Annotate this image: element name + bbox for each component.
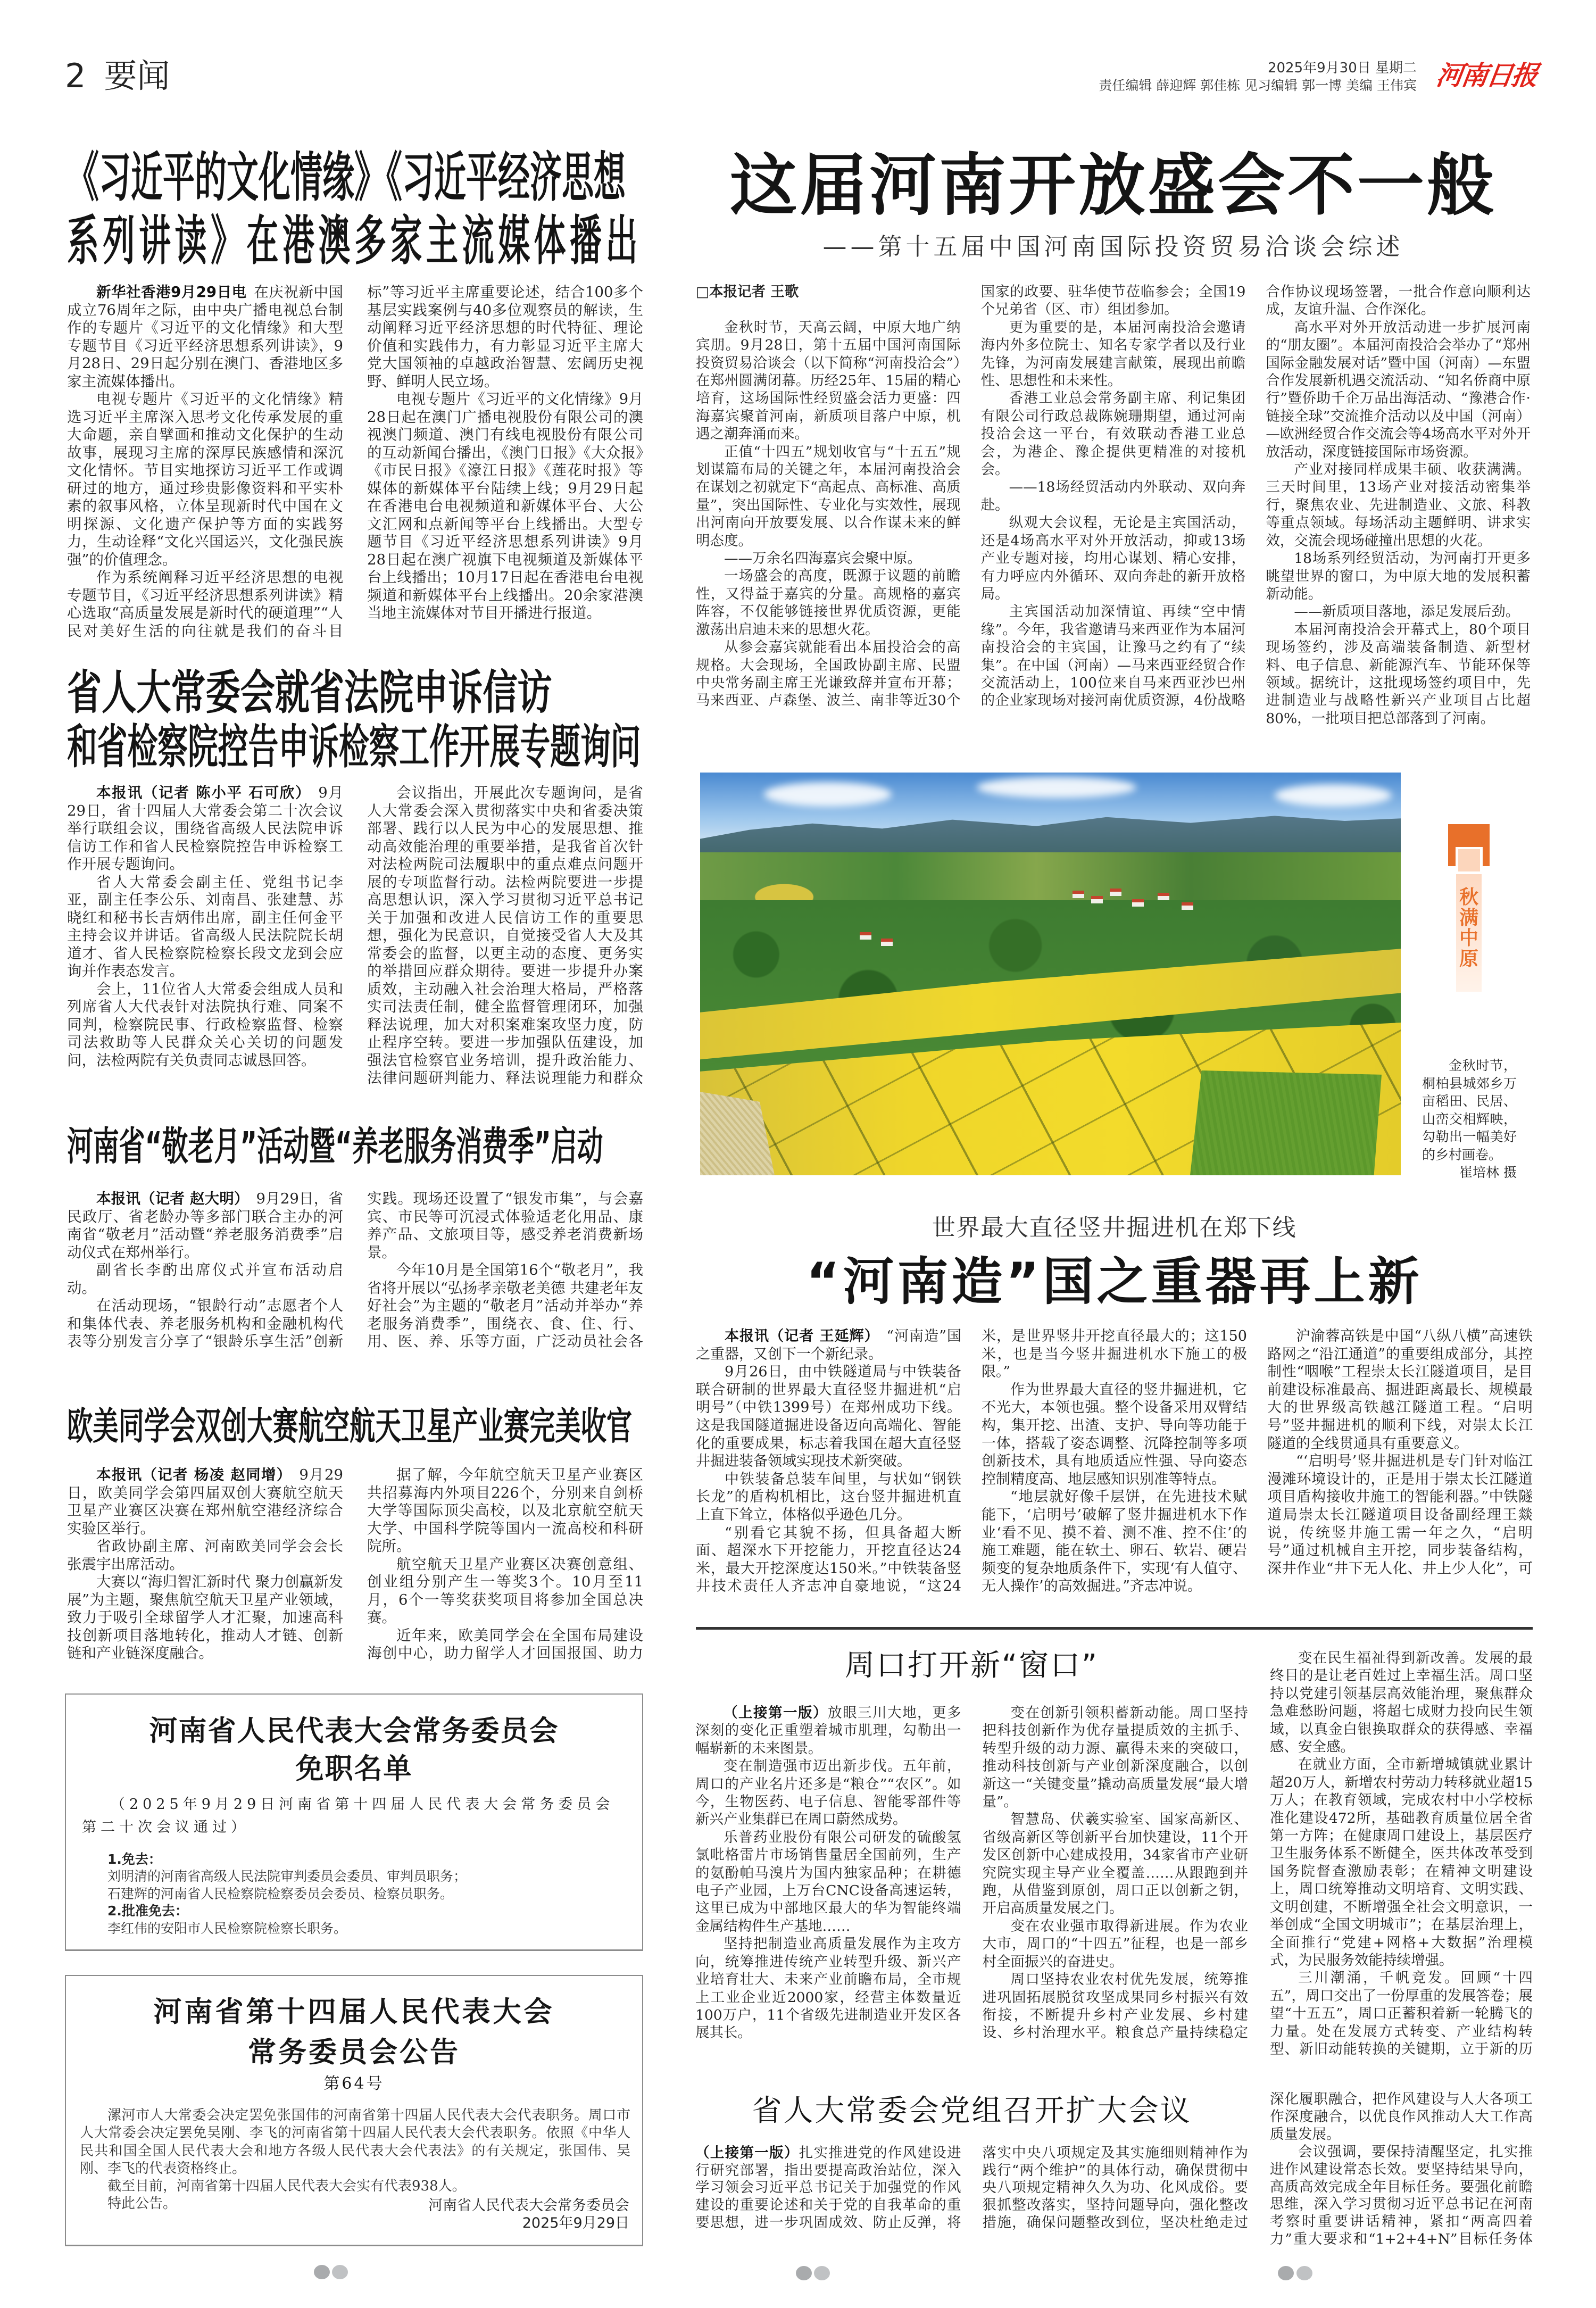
photo-village-house — [881, 939, 893, 946]
dateline: 新华社香港9月29日电 — [96, 284, 247, 301]
paragraph: 电视专题片《习近平的文化情缘》精选习近平主席深入思考文化传承发展的重大命题，亲自擘画和推动文化保护的生动故事，展现习主席的深厚民族感情和深沉文化情怀。节目实地探访习近平工作或调研过的地方，通过珍贵影像资料和平实朴素的叙事风格，立体呈现新时代中国在文明探源、文化遗产保护等方面的实践努力，生动诠释“文化兴国运兴，文化强民族强”的价值理念。 — [67, 391, 343, 568]
article-body-continued — [1270, 2091, 1533, 2248]
headline-line: 《习近平的文化情缘》《习近平经济思想 — [67, 146, 626, 209]
paragraph: 作为系统阐释习近平经济思想的电视专题节目，《习近平经济思想系列讲读》精心选取“高质量发展是新时代的硬道理”“人民对美好生活的向往就是我们的奋斗目标”等习近平主席重要论述，结合100多个基层实践案例与40多位观察员的解读，生动阐释习近平经济思想的时代特征、理论价值和实践伟力，有力彰显习近平主席大党大国领袖的卓越政治智慧、宏阔历史视野、鲜明人民立场。 — [67, 284, 643, 640]
paragraph: 近年来，欧美同学会在全国布局建设海创中心，助力留学人才回国报国、助力 — [367, 1626, 643, 1662]
paragraph: 变在民生福祉得到新改善。发展的最终目的是让老百姓过上幸福生活。周口坚持以党建引领基层高效能治理，聚焦群众急难愁盼问题，将超七成财力投向民生领域，以真金白银换取群众的获得感、幸福感、安全感。 — [1270, 1650, 1533, 1756]
list-item: 李红伟的安阳市人民检察院检察长职务。 — [107, 1920, 347, 1936]
paragraph: 乐普药业股份有限公司研发的硫酸氢氯吡格雷片市场销售量居全国前列，生产的氨酚帕马溴片为国内独家品种；在耕德电子产业园，上万台CNC设备高速运转，这里已成为中部地区最大的华为智能终端金属结构件生产基地…… — [695, 1829, 961, 1935]
paragraph-text: 9月29日，省民政厅、省老龄办等多部门联合主办的河南省“敬老月”活动暨“养老服务消费季”启动仪式在郑州举行。 — [67, 1190, 343, 1261]
editors-credit: 责任编辑 薛迎辉 郭佳栋 见习编辑 郭一博 美编 王伟宾 — [1099, 78, 1417, 93]
kicker: 世界最大直径竖井掘进机在郑下线 — [932, 1214, 1297, 1241]
column-label-text: 秋满中原 — [1459, 886, 1478, 970]
lead-paragraph — [695, 2145, 1248, 2249]
headline-line: 和省检察院控告申诉检察工作开展专题询问 — [67, 719, 641, 774]
section-name: 要闻 — [104, 56, 170, 95]
paragraph: 主宾国活动加深情谊、再续“空中情缘”。今年，我省邀请马来西亚作为本届河南投洽会的主宾国，让豫马之约有了“续集”。在中国（河南）—马来西亚经贸合作交流活动上，100位来自马来西亚沙巴州的企业家现场对接河南优质资源，4份战略合作协议现场签署，一批合作意向顺利达成，友谊升温、合作深化。 — [980, 284, 1531, 709]
paragraph: 智慧岛、伏羲实验室、国家高新区、省级高新区等创新平台加快建设，11个开发区创新中心建成投用，34家省市产业研究院实现主导产业全覆盖……从跟跑到并跑，从借鉴到原创，周口正以创新之钥，开启高质量发展之门。 — [982, 1811, 1248, 1917]
harvest-landscape-photo — [700, 773, 1401, 1175]
paragraph: 截至目前，河南省第十四届人民代表大会实有代表938人。 — [107, 2178, 466, 2195]
announcement-box — [65, 1975, 643, 2246]
paragraph: 一场盛会的高度，既源于议题的前瞻性，又得益于嘉宾的分量。高规格的嘉宾阵容，不仅能够链接世界优质资源，更能激荡出启迪未来的思想火花。 — [696, 568, 961, 638]
section-divider — [696, 1627, 1533, 1630]
dismissal-list-box — [65, 1693, 643, 1951]
footer-dot-icon — [1278, 2266, 1294, 2280]
box-title-line: 免职名单 — [295, 1753, 413, 1785]
paragraph: 金秋时节，天高云阔，中原大地广纳宾朋。9月28日，第十五届中国河南国际投资贸易洽谈会（以下简称“河南投洽会”）在郑州圆满闭幕。历经25年、15届的精心培育，这场国际性经贸盛会活力更盛：四海嘉宾聚首河南，新质项目落户中原，机遇之潮奔涌而来。 — [696, 319, 961, 443]
paragraph: “地层就好像千层饼，在先进技术赋能下，‘启明号’破解了竖井掘进机水下作业‘看不见、摸不着、测不准、控不住’的施工难题，能在软土、卵石、软岩、硬岩频变的复杂地质条件下，实现‘有人值守、无人操作’的高效掘进。”齐志冲说。 — [982, 1489, 1247, 1595]
issue-date: 2025年9月30日 星期二 — [1267, 60, 1417, 76]
announcement-signature — [428, 2197, 629, 2232]
paragraph: 航空航天卫星产业赛区决赛创意组、创业组分别产生一等奖3个。10月至11月，6个一等奖获奖项目将参加全国总决赛。 — [367, 1555, 643, 1626]
paragraph: 在活动现场，“银龄行动”志愿者个人和集体代表、养老服务机构和金融机构代表等分别发言分享了“银龄乐享生活”创新实践。现场还设置了“银发市集”，与会嘉宾、市民等可沉浸式体验适老化用品、康养产品、文旅项目等，感受养老消费新场景。 — [67, 1190, 643, 1350]
lead-paragraph — [67, 284, 343, 391]
photo-village-house — [1073, 891, 1084, 898]
paragraph: 更为重要的是，本届河南投洽会邀请海内外多位院士、知名专家学者以及行业先锋，为河南发展建言献策，展现出前瞻性、思想性和未来性。 — [980, 319, 1246, 389]
paragraph: 纵观大会议程，无论是主宾国活动，还是4场高水平对外开放活动，抑或13场产业专题对接，均用心谋划、精心安排，有力呼应内外循环、双向奔赴的新开放格局。 — [980, 514, 1246, 602]
headline: 周口打开新“窗口” — [844, 1648, 1099, 1683]
paragraph: 坚持把制造业高质量发展作为主攻方向，统筹推进传统产业转型升级、新兴产业培育壮大、未来产业前瞻布局，全市规上工业企业近2000家，经营主体数量近100万户，11个省级先进制造业开发区各展其长。 — [695, 1936, 961, 2041]
headline: 省人大常委会党组召开扩大会议 — [752, 2094, 1192, 2128]
dismissal-items — [107, 1851, 467, 1937]
photo-village-house — [860, 932, 871, 940]
paragraph: 香港工业总会常务副主席、利记集团有限公司行政总裁陈婉珊期望，通过河南投洽会这一平台，有效联动香港工业总会，为港企、豫企提供更精准的对接机会。 — [980, 390, 1246, 478]
box-title-line: 河南省人民代表大会常务委员会 — [149, 1715, 559, 1747]
photo-cloud — [1275, 784, 1392, 807]
photo-village-house — [1158, 893, 1169, 900]
page-section-label — [65, 56, 170, 95]
paragraph: 高水平对外开放活动进一步扩展河南的“朋友圈”。本届河南投洽会举办了“郑州国际金融发展对话”暨中国（河南）—东盟合作发展新机遇交流活动、“知名侨商中原行”暨侨助千企万品出海活动、“豫港合作·链接全球”交流推介活动以及中国（河南）—欧洲经贸合作交流会等4场高水平对外开放活动，深度链接国际市场资源。 — [1266, 319, 1531, 460]
column-label-square — [1458, 849, 1480, 871]
paragraph: 9月26日，由中铁隧道局与中铁装备联合研制的世界最大直径竖井掘进机“启明号”（中铁1399号）在郑州成功下线。这是我国隧道掘进设备迈向高端化、智能化的重要成果，标志着我国在超大直径竖井掘进装备领域实现技术新突破。 — [696, 1364, 961, 1470]
lead-paragraph — [67, 784, 343, 874]
paragraph: 特此公告。 — [107, 2196, 177, 2212]
paragraph: 正值“十四五”规划收官与“十五五”规划谋篇布局的关键之年，本届河南投洽会在谋划之初就定下“高起点、高标准、高质量”，突出国际性、专业化与实效性，展现出河南向开放要发展、以合作谋未来的鲜明态度。 — [696, 443, 961, 549]
paragraph: 三川潮涌，千帆竞发。回顾“十四五”，周口交出了一份厚重的发展答卷；展望“十五五”，周口正蓄积着新一轮腾飞的力量。处在发展方式转变、产业结构转型、新旧动能转换的关键期，立于新的历 — [1270, 1970, 1533, 2057]
article-body — [696, 1327, 1533, 1596]
headline: 河南省“敬老月”活动暨“养老服务消费季”启动 — [67, 1124, 603, 1169]
issue-date: 2025年9月29日 — [522, 2215, 629, 2231]
photo-credit: 崔培林 摄 — [1459, 1165, 1517, 1180]
paragraph-text: 9月29日，欧美同学会第四届双创大赛航空航天卫星产业赛区决赛在郑州航空港经济综合实验区举行。 — [67, 1466, 343, 1537]
lead-subtitle: ——第十五届中国河南国际投资贸易洽谈会综述 — [822, 233, 1404, 261]
paragraph-text: 在庆祝新中国成立76周年之际，由中央广播电视总台制作的专题片《习近平的文化情缘》和大型专题节目《习近平经济思想系列讲读》，9月28日、29日起分别在澳门、香港地区多家主流媒体播出。 — [67, 284, 344, 390]
paragraph: 沪渝蓉高铁是中国“八纵八横”高速铁路网之“沿江通道”的重要组成部分，其控制性“咽喉”工程崇太长江隧道项目，是目前建设标准最高、掘进距离最长、规模最大的世界级高铁越江隧道工程。“启明号”竖井掘进机的顺利下线，对崇太长江隧道的全线贯通具有重要意义。 — [1267, 1328, 1533, 1452]
paragraph-text: “河南造”国之重器，又创下一个新纪录。 — [696, 1328, 961, 1363]
paragraph: “别看它其貌不扬，但具备超大断面、超深水下开挖能力，开挖直径达24米，最大开挖深度达150米。”中铁装备竖井技术责任人齐志冲自豪地说，“这24米，是世界竖井开挖直径最大的；这150米，也是当今竖井掘进机水下施工的极限。” — [696, 1328, 1247, 1595]
article-body — [67, 284, 643, 641]
paragraph: 变在制造强市迈出新步伐。五年前，周口的产业名片还多是“粮仓”“农区”。如今，生物医药、电子信息、智能零部件等新兴产业集群已在周口蔚然成势。 — [695, 1758, 961, 1828]
footer-dot-icon — [314, 2265, 330, 2279]
announcement-number: 第64号 — [323, 2074, 385, 2093]
paragraph: 副省长李酌出席仪式并宣布活动启动。 — [67, 1261, 343, 1297]
article-body — [695, 1704, 1248, 2060]
newspaper-masthead-logo: 河南日报 — [1434, 60, 1539, 91]
paragraph: 省政协副主席、河南欧美同学会会长张震宇出席活动。 — [67, 1538, 343, 1573]
lead-paragraph — [695, 1704, 961, 1757]
box-title-line: 常务委员会公告 — [248, 2036, 460, 2069]
article-body — [67, 784, 643, 1087]
paragraph: 会上，11位省人大常委会组成人员和列席省人大代表针对法院执行难、同案不同判，检察院民事、行政检察监督、检察司法救助等人民群众关心关切的问题发问，法检两院有关负责同志诚恳回答。 — [67, 980, 343, 1069]
paragraph: 漯河市人大常委会决定罢免张国伟的河南省第十四届人民代表大会代表职务。周口市人大常委会决定罢免吴刚、李飞的河南省第十四届人民代表大会代表职务。依照《中华人民共和国全国人民代表大会和地方各级人民代表大会代表法》的有关规定，张国伟、吴刚、李飞的代表资格终止。 — [80, 2107, 630, 2177]
article-body-continued — [1270, 1649, 1533, 2058]
paragraph: 从参会嘉宾就能看出本届投洽会的高规格。大会现场，全国政协副主席、民盟中央常务副主席王光谦致辞并宣布开幕；马来西亚、卢森堡、波兰、南非等近30个国家的政要、驻华使节莅临参会；全国19个兄弟省（区、市）组团参加。 — [696, 284, 1246, 709]
continued-from: （上接第一版） — [695, 2145, 799, 2161]
list-item: 石建辉的河南省人民检察院检察委员会委员、检察员职务。 — [107, 1886, 454, 1902]
paragraph: 18场系列经贸活动，为河南打开更多眺望世界的窗口，为中原大地的发展积蓄新动能。 — [1266, 550, 1531, 602]
list-heading: 2.批准免去： — [107, 1903, 188, 1919]
paragraph: “‘启明号’竖井掘进机是专门针对临江漫滩环境设计的，正是用于崇太长江隧道项目盾构接收井施工的智能利器。”中铁隧道局崇太长江隧道项目设备副经理王燚说，传统竖井施工需一年之久，“启明号”通过机械自主开挖，同步装备结构，深井作业“井下无人化、井上少人化”，可 — [1267, 1453, 1533, 1577]
adoption-note: （2025年9月29日河南省第十四届人民代表大会常务委员会第二十次会议通过） — [82, 1796, 614, 1836]
lead-paragraph — [696, 1327, 961, 1363]
article-body — [695, 2145, 1248, 2249]
list-item: 刘明清的河南省高级人民法院审判委员会委员、审判员职务； — [107, 1869, 467, 1884]
paragraph: 产业对接同样成果丰硕、收获满满。三天时间里，13场产业对接活动密集举行，聚焦农业、先进制造业、文旅、科教等重点领域。每场活动主题鲜明、讲求实效，交流会现场碰撞出思想的火花。 — [1266, 461, 1531, 549]
lead-paragraph — [67, 1466, 343, 1538]
footer-dot-icon — [814, 2266, 830, 2280]
paragraph: 变在创新引领积蓄新动能。周口坚持把科技创新作为优存量提质效的主抓手、转型升级的动力源、赢得未来的突破口，推动科技创新与产业创新深度融合，以创新这一“关键变量”撬动高质量发展“最大增量”。 — [982, 1705, 1248, 1811]
lead-paragraph — [67, 1190, 343, 1261]
paragraph: 大赛以“海归智汇新时代 聚力创赢新发展”为主题，聚焦航空航天卫星产业领域，致力于吸引全球留学人才汇聚，加速高科技创新项目落地转化，推动人才链、创新链和产业链深度融合。 — [67, 1573, 343, 1662]
photo-cloud — [977, 777, 1136, 798]
page-number: 2 — [65, 56, 86, 95]
paragraph: 今年10月是全国第16个“敬老月”，我省将开展以“弘扬孝亲敬老美德 共建老年友好社会”为主题的“敬老月”活动并举办“养老服务消费季”，围绕衣、食、住、行、用、医、养、乐等方面，广泛动员社会各 — [367, 1261, 643, 1350]
issue-info — [1099, 60, 1417, 95]
photo-village-house — [1091, 896, 1103, 903]
paragraph: 据了解，今年航空航天卫星产业赛区共招募海内外项目226个，分别来自剑桥大学等国际顶尖高校，以及北京航空航天大学、中国科学院等国内一流高校和科研院所。 — [367, 1466, 643, 1555]
paragraph: 周口坚持农业农村优先发展，统筹推进巩固拓展脱贫攻坚成果同乡村振兴有效衔接，不断提升乡村产业发展、乡村建设、乡村治理水平。粮食总产量持续稳定 — [982, 1971, 1248, 2041]
subheading: ——新质项目落地，添足发展后劲。 — [1294, 603, 1520, 620]
photo-village-house — [1110, 889, 1121, 896]
headline: 欧美同学会双创大赛航空航天卫星产业赛完美收官 — [67, 1404, 633, 1448]
paragraph-text: 9月29日，省十四届人大常委会第二十次会议举行联组会议，围绕省高级人民法院申诉信访工作和省人民检察院控告申诉检察工作开展专题询问。 — [67, 784, 344, 873]
photo-village-house — [1182, 902, 1193, 910]
footer-dot-icon — [332, 2265, 348, 2279]
paragraph: 会议强调，要保持清醒坚定，扎实推进作风建设常态长效。要坚持结果导向，高质高效完成全年目标任务。要强化前瞻思维，深入学习贯彻习近平总书记在河南考察时重要讲话精神，紧扣“两高四着力”重大要求和“1+2+4+N”目标任务体 — [1270, 2143, 1533, 2248]
headline: “河南造”国之重器再上新 — [806, 1252, 1423, 1311]
dateline: 本报讯（记者 杨凌 赵同增） — [96, 1466, 292, 1483]
photo-green-field — [1190, 1070, 1382, 1175]
dateline: 本报讯（记者 王延辉） — [725, 1328, 879, 1344]
subheading: ——18场经贸活动内外联动、双向奔赴。 — [980, 479, 1246, 513]
list-heading: 1.免去： — [107, 1852, 162, 1867]
continued-from: （上接第一版） — [724, 1705, 828, 1721]
paragraph: 本届河南投洽会开幕式上，80个项目现场签约，涉及高端装备制造、新型材料、电子信息、新能源汽车、节能环保等领域。据统计，这批现场签约项目中，先进制造业与战略性新兴产业项目占比超80%，一批项目把总部落到了河南。 — [1266, 621, 1531, 727]
paragraph: 省人大常委会副主任、党组书记李亚，副主任李公乐、刘南昌、张建慧、苏晓红和秘书长吉炳伟出席，副主任何金平主持会议并讲话。省高级人民法院院长胡道才、省人民检察院检察长段文龙到会应询并作表态发言。 — [67, 873, 343, 979]
byline: □本报记者 王歌 — [696, 284, 799, 300]
photo-caption: 金秋时节，桐柏县城郊乡万亩稻田、民居、山峦交相辉映，勾勒出一幅美好的乡村画卷。 — [1422, 1058, 1517, 1163]
paragraph: 中铁装备总装车间里，与状如“钢铁长龙”的盾构机相比，这台竖井掘进机直上直下耸立，体格似乎逊色几分。 — [696, 1471, 961, 1523]
headline-line: 省人大常委会就省法院申诉信访 — [67, 665, 552, 720]
footer-dot-icon — [1296, 2266, 1312, 2280]
headline-line: 系列讲读》在港澳多家主流媒体播出 — [67, 210, 642, 272]
paragraph: 在就业方面，全市新增城镇就业累计超20万人，新增农村劳动力转移就业超15万人；在教育领域，完成农村中小学校标准化建设472所，基础教育质量位居全省第一方阵；在健康周口建设上，基层医疗卫生服务体系不断健全，医共体改革受到国务院督查激励表彰；在精神文明建设上，周口统筹推动文明培育、文明实践、文明创建，不断增强全社会文明意识，一举创成“全国文明城市”；在基层治理上，全面推行“党建+网格+大数据”治理模式，为民服务效能持续增强。 — [1270, 1756, 1533, 1969]
issuer: 河南省人民代表大会常务委员会 — [428, 2197, 629, 2214]
box-title-line: 河南省第十四届人民代表大会 — [153, 1996, 555, 2028]
dateline: 本报讯（记者 陈小平 石可欣） — [96, 784, 311, 801]
paragraph: 电视专题片《习近平的文化情缘》9月28日起在澳门广播电视股份有限公司的澳视澳门频道、澳门有线电视股份有限公司的互动新闻台播出，《澳门日报》《大众报》《市民日报》《濠江日报》《莲花时报》等媒体的新媒体平台陆续上线；9月29日起在香港电台电视频道和新媒体平台、大公文汇网和点新闻等平台上线播出。大型专题节目《习近平经济思想系列讲读》9月28日起在澳广视旗下电视频道及新媒体平台上线播出；10月17日起在香港电台电视频道和新媒体平台上线播出。20余家港澳当地主流媒体对节目开播进行报道。 — [367, 391, 643, 621]
article-body — [67, 1466, 643, 1664]
lead-headline: 这届河南开放盛会不一般 — [730, 146, 1497, 225]
article-body — [696, 283, 1531, 745]
article-body — [67, 1190, 643, 1367]
footer-dot-icon — [796, 2266, 812, 2280]
paragraph: 变在农业强市取得新进展。作为农业大市，周口的“十四五”征程，也是一部乡村全面振兴的奋进史。 — [982, 1917, 1248, 1970]
photo-cloud — [764, 782, 892, 807]
paragraph: 深化履职融合，把作风建设与人大各项工作深度融合，以优良作风推动人大工作高质量发展。 — [1270, 2091, 1533, 2143]
photo-village-house — [1132, 899, 1144, 907]
subheading: ——万余名四海嘉宾会聚中原。 — [724, 550, 921, 567]
paragraph-text: 扎实推进党的作风建设进行研究部署，指出要提高政治站位，深入学习领会习近平总书记关于加强党的作风建设的重要论述和关于党的自我革命的重要思想，进一步巩固成效、防止反弹，将落实中央八项规定及其实施细则精神作为践行“两个维护”的具体行动，确保贯彻中央八项规定精神久久为功、化风成俗。要狠抓整改落实，坚持问题导向，强化整改措施，确保问题整改到位，坚决杜绝走过 — [695, 2145, 1248, 2231]
paragraph: 作为世界最大直径的竖井掘进机，它不光大，本领也强。整个设备采用双臂结构，集开挖、出渣、支护、导向等功能于一体，搭载了姿态调整、沉降控制等多项创新技术，具有地质适应性强、导向姿态控制精度高、地层感知识别准等特点。 — [982, 1381, 1247, 1488]
dateline: 本报讯（记者 赵大明） — [96, 1190, 249, 1207]
paragraph-text: 放眼三川大地，更多深刻的变化正重塑着城市肌理，勾勒出一幅崭新的未来图景。 — [695, 1705, 961, 1757]
paragraph: 会议指出，开展此次专题询问，是省人大常委会深入贯彻落实中央和省委决策部署、践行以人民为中心的发展思想、推动高效能治理的重要举措，是我省首次针对法检两院司法履职中的重点难点问题开展的专项监督行动。法检两院要进一步提高思想认识，深入学习贯彻习近平总书记关于加强和改进人民信访工作的重要思想，强化为民意识，自觉接受省人大及其常委会的监督，以更主动的态度、更务实的举措回应群众期待。要进一步提升办案质效，主动融入社会治理大格局，严格落实司法责任制，健全监督管理闭环，加强释法说理，加大对积案难案攻坚力度，防止程序空转。要进一步加强队伍建设，加强法官检察官业务培训，提升政治能力、法律问题研判能力、释法说理能力和群众 — [367, 784, 643, 1086]
